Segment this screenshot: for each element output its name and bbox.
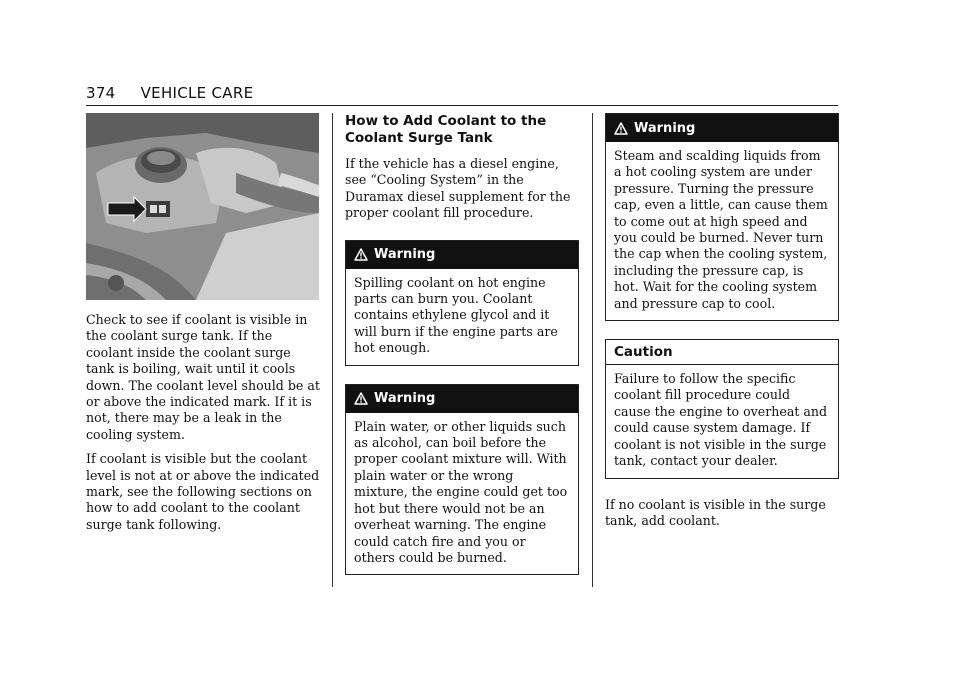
section-title: VEHICLE CARE xyxy=(140,84,254,102)
header-rule xyxy=(86,105,838,106)
page-header xyxy=(86,84,253,102)
section-heading: How to Add Coolant to the Coolant Surge Tank xyxy=(345,113,547,146)
warning-header xyxy=(346,241,578,269)
caution-text: Failure to follow the specific coolant fill procedure could cause the engine to overheat and could cause system damage. If coolant is not visible in the surge tank, contact your dealer. xyxy=(614,371,828,469)
caution-label: Caution xyxy=(606,340,838,365)
warning-triangle-icon xyxy=(354,248,368,261)
warning-label: Warning xyxy=(634,120,696,136)
column-divider xyxy=(332,113,333,587)
warning-header xyxy=(346,385,578,413)
warning-label: Warning xyxy=(374,247,436,263)
caution-box xyxy=(605,339,839,478)
warning-box xyxy=(345,384,579,576)
paragraph: If no coolant is visible in the surge tank, add coolant. xyxy=(605,496,826,528)
paragraph: Check to see if coolant is visible in the coolant surge tank. If the coolant inside the coolant surge tank is boiling, wait until it cools down. The coolant level should be at or above the indicated mark. If it is not, there may be a leak in the cooling system. xyxy=(86,312,320,442)
warning-header xyxy=(606,114,838,142)
warning-text: Spilling coolant on hot engine parts can burn you. Coolant contains ethylene glycol and it will burn if the engine parts are hot enough. xyxy=(354,274,558,356)
warning-box xyxy=(605,113,839,321)
warning-triangle-icon xyxy=(614,122,628,135)
left-column xyxy=(86,113,322,541)
page-number: 374 xyxy=(86,84,116,102)
right-column xyxy=(605,113,839,537)
warning-text: Steam and scalding liquids from a hot cooling system are under pressure. Turning the pressure cap, even a little, can cause them to come out at high speed and you could be burned. Never turn the cap when the cooling system, including the pressure cap, is hot. Wait for the cooling system and pressure cap to cool. xyxy=(614,148,828,311)
warning-triangle-icon xyxy=(354,392,368,405)
engine-coolant-tank-photo xyxy=(86,113,319,300)
paragraph: If coolant is visible but the coolant level is not at or above the indicated mark, see the following sections on how to add coolant to the coolant surge tank following. xyxy=(86,451,320,532)
warning-text: Plain water, or other liquids such as alcohol, can boil before the proper coolant mixture will. With plain water or the wrong mixture, the engine could get too hot but there would not be an overheat warning. The engine could catch fire and you or others could be burned. xyxy=(354,418,568,565)
middle-column xyxy=(345,113,579,593)
warning-label: Warning xyxy=(374,391,436,407)
warning-box xyxy=(345,240,579,366)
column-divider xyxy=(592,113,593,587)
paragraph: If the vehicle has a diesel engine, see “Cooling System” in the Duramax diesel supplement for the proper coolant fill procedure. xyxy=(345,156,571,221)
